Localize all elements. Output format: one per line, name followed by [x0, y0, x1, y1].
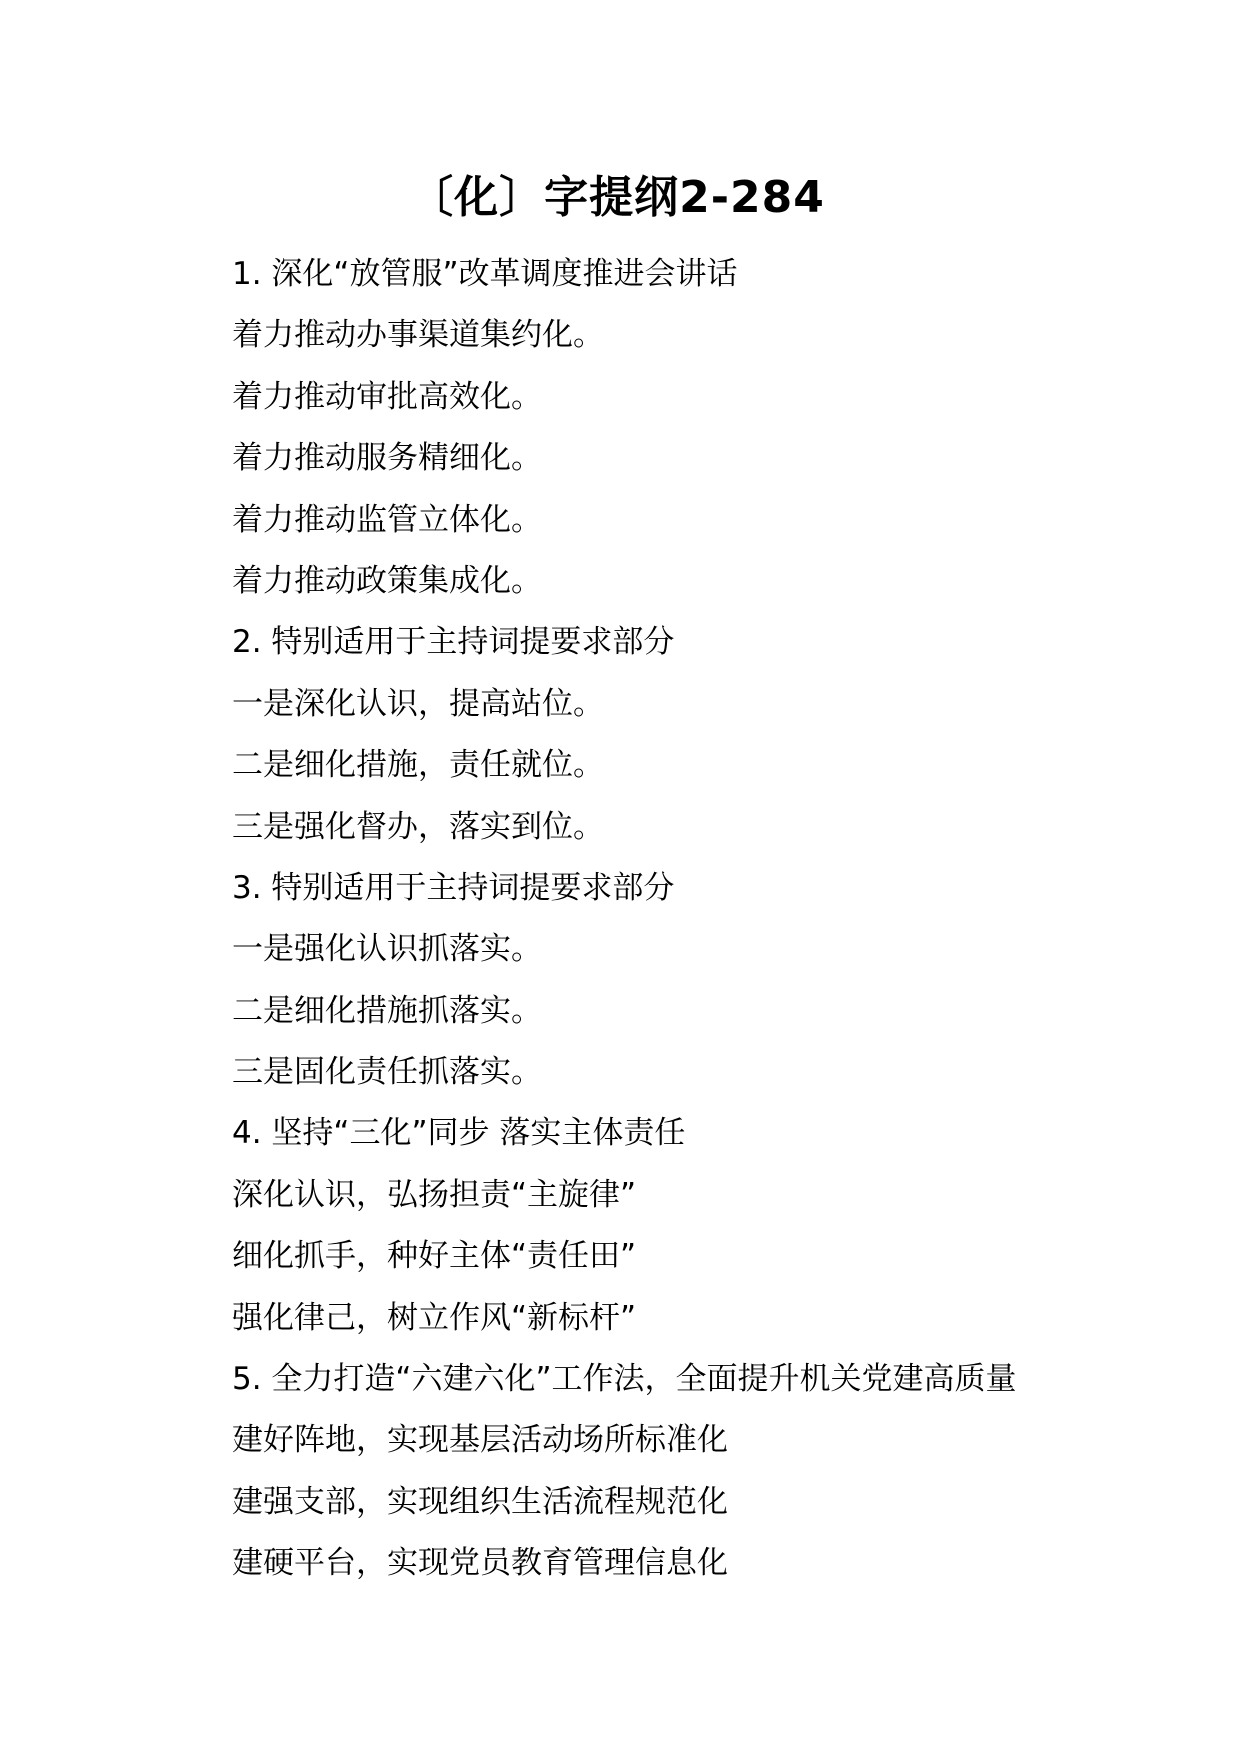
outline-line: 着力推动政策集成化。 — [232, 562, 542, 599]
outline-line: 二是细化措施，责任就位。 — [232, 747, 604, 784]
outline-heading: 3. 特别适用于主持词提要求部分 — [232, 869, 675, 906]
outline-line: 着力推动办事渠道集约化。 — [232, 317, 604, 354]
outline-line: 建好阵地，实现基层活动场所标准化 — [232, 1422, 728, 1459]
outline-heading: 4. 坚持“三化”同步 落实主体责任 — [232, 1115, 686, 1152]
outline-line: 一是深化认识，提高站位。 — [232, 685, 604, 722]
outline-line: 强化律己，树立作风“新标杆” — [232, 1299, 637, 1336]
outline-heading: 1. 深化“放管服”改革调度推进会讲话 — [232, 256, 738, 292]
outline-heading: 5. 全力打造“六建六化”工作法，全面提升机关党建高质量 — [232, 1361, 1017, 1398]
outline-line: 建硬平台，实现党员教育管理信息化 — [232, 1545, 728, 1582]
outline-line: 建强支部，实现组织生活流程规范化 — [232, 1483, 728, 1520]
outline-heading: 2. 特别适用于主持词提要求部分 — [232, 624, 675, 661]
outline-line: 三是固化责任抓落实。 — [232, 1054, 542, 1091]
outline-line: 着力推动服务精细化。 — [232, 440, 542, 477]
document-body — [232, 244, 1212, 1595]
document-title: 〔化〕字提纲2-284 — [409, 172, 825, 223]
outline-line: 细化抓手，种好主体“责任田” — [232, 1238, 637, 1275]
outline-line: 一是强化认识抓落实。 — [232, 931, 542, 968]
outline-line: 着力推动审批高效化。 — [232, 378, 542, 415]
outline-line: 二是细化措施抓落实。 — [232, 992, 542, 1029]
outline-line: 着力推动监管立体化。 — [232, 501, 542, 538]
outline-line: 深化认识，弘扬担责“主旋律” — [232, 1176, 637, 1213]
outline-line: 三是强化督办，落实到位。 — [232, 808, 604, 845]
